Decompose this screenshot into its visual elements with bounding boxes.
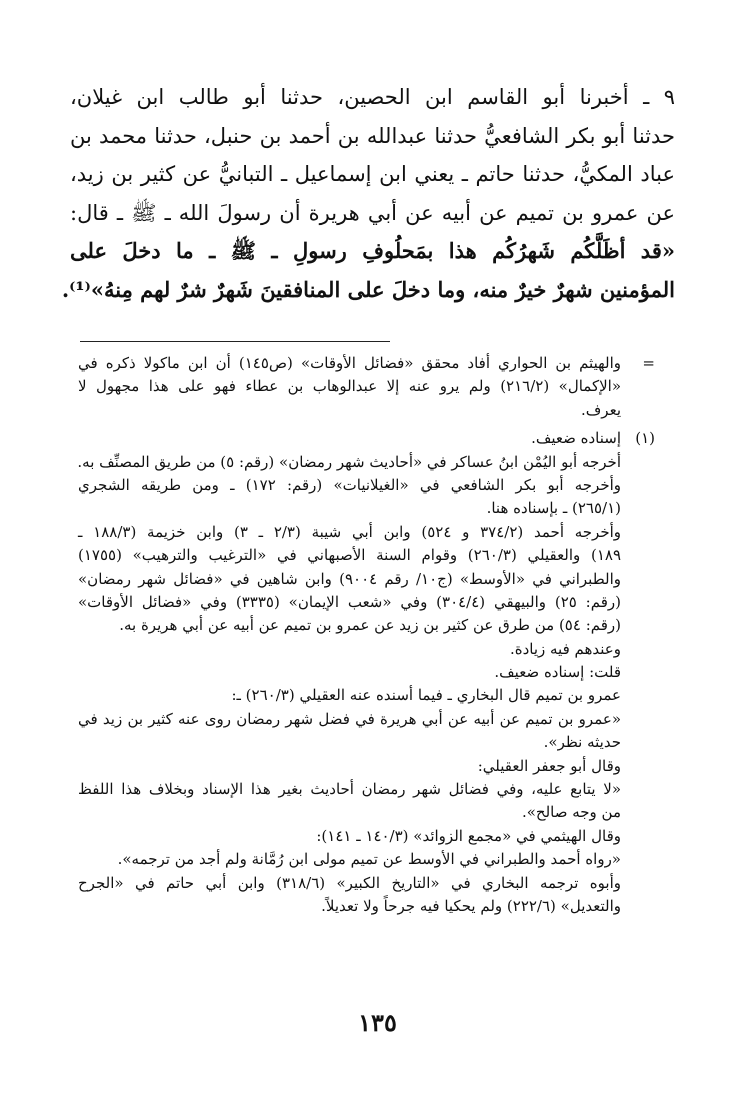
footnote-line: إسناده ضعيف. (531, 429, 621, 448)
footnote-number: (١) (635, 429, 655, 447)
footnote-line: (رقم: ٢٥) والبيهقي (٣٠٤/٤) وفي «شعب الإيمان» (٣٣٣٥) وفي «فضائل الأوقات» (78, 592, 621, 611)
continuation-marker: = (642, 354, 655, 372)
footnote-divider (80, 341, 390, 342)
footnote-line: (رقم: ٥٤) من طرق عن كثير بن زيد عن عمرو بن تميم عن أبيه عن أبي هريرة به. (119, 616, 621, 635)
footnotes (78, 352, 675, 918)
footnote-line: وقال الهيثمي في «مجمع الزوائد» (١٤٠/٣ ـ ١٤١): (316, 826, 621, 845)
footnote-line: قلت: إسناده ضعيف. (494, 663, 621, 682)
footnote-line: عمرو بن تميم قال البخاري ـ فيما أسنده عنه العقيلي (٢٦٠/٣) ـ: (231, 686, 621, 705)
footnote-line: يعرف. (580, 400, 621, 419)
hadith-line: ٩ ـ أخبرنا أبو القاسم ابن الحصين، حدثنا أبو طالب ابن غيلان، (70, 85, 675, 109)
footnote-line: من وجه صالح». (521, 803, 621, 822)
hadith-line: عباد المكيُّ، حدثنا حاتم ـ يعني ابن إسماعيل ـ التبانيُّ عن كثير بن زيد، (70, 162, 675, 186)
footnote-line: أخرجه أبو اليُمْن ابنُ عساكر في «أحاديث شهر رمضان» (رقم: ٥) من طريق المصنِّف به. (77, 452, 621, 471)
footnote-line: وأخرجه أبو بكر الشافعي في «الغيلانيات» (رقم: ١٧٢) ـ ومن طريقه الشجري (78, 475, 622, 494)
footnote-line: «رواه أحمد والطبراني في الأوسط عن تميم مولى ابن رُمَّانة ولم أجد من ترجمه». (117, 850, 621, 869)
footnote-line: ١٨٩) والعقيلي (٢٦٠/٣) وقوام السنة الأصبهاني في «الترغيب والترهيب» (١٧٥٥) (78, 546, 621, 565)
hadith-matn-line: المؤمنين شهرٌ خيرٌ منه، وما دخلَ على المنافقينَ شَهرٌ شرٌ لهم مِنهُ»⁽¹⁾. (61, 276, 675, 302)
footnote-line: والهيثم بن الحواري أفاد محقق «فضائل الأوقات» (ص١٤٥) أن ابن ماكولا ذكره في (78, 354, 621, 372)
footnote-line: «الإكمال» (٢١٦/٢) ولم يرو عنه إلا عبدالوهاب بن عطاء فهو على هذا مجهول لا (78, 377, 621, 396)
hadith-line: حدثنا أبو بكر الشافعيُّ حدثنا عبدالله بن أحمد بن حنبل، حدثنا محمد بن (70, 123, 675, 148)
hadith-matn-line: «قد أظَلَّكُم شَهرُكُم هذا بمَحلُوفِ رسولِ ـ ﷺ ـ ما دخلَ على (70, 238, 675, 263)
footnote-line: والتعديل» (٢٢٢/٦) ولم يحكيا فيه جرحاً ولا تعديلاً. (321, 896, 621, 915)
footnote-line: والطبراني في «الأوسط» (ج١٠/ رقم ٩٠٠٤) وابن شاهين في «فضائل شهر رمضان» (78, 569, 621, 588)
footnote-line: (٢٦٥/١) ـ بإسناده هنا. (486, 499, 621, 518)
footnote-line: وقال أبو جعفر العقيلي: (477, 756, 621, 775)
page-number: ١٣٥ (358, 1008, 397, 1037)
footnote-line: وعندهم فيه زيادة. (509, 639, 621, 658)
hadith-line: عن عمرو بن تميم عن أبيه عن أبي هريرة أن رسولَ الله ـ ﷺ ـ قال: (70, 200, 675, 225)
footnote-line: حديثه نظر». (543, 733, 621, 752)
footnote-line: وأخرجه أحمد (٣٧٤/٢ و ٥٢٤) وابن أبي شيبة (٢/٣ ـ ٣) وابن خزيمة (١٨٨/٣ ـ (78, 522, 622, 541)
footnote-line: «عمرو بن تميم عن أبيه عن أبي هريرة في فضل شهر رمضان روى عنه كثير بن زيد في (78, 709, 621, 728)
footnote-line: «لا يتابع عليه، وفي فضائل شهر رمضان أحاديث بغير هذا الإسناد وبخلاف هذا اللفظ (78, 780, 621, 799)
footnote-line: وأبوه ترجمه البخاري في «التاريخ الكبير» (٣١٨/٦) وابن أبي حاتم في «الجرح (78, 873, 621, 892)
hadith-text (61, 78, 675, 309)
